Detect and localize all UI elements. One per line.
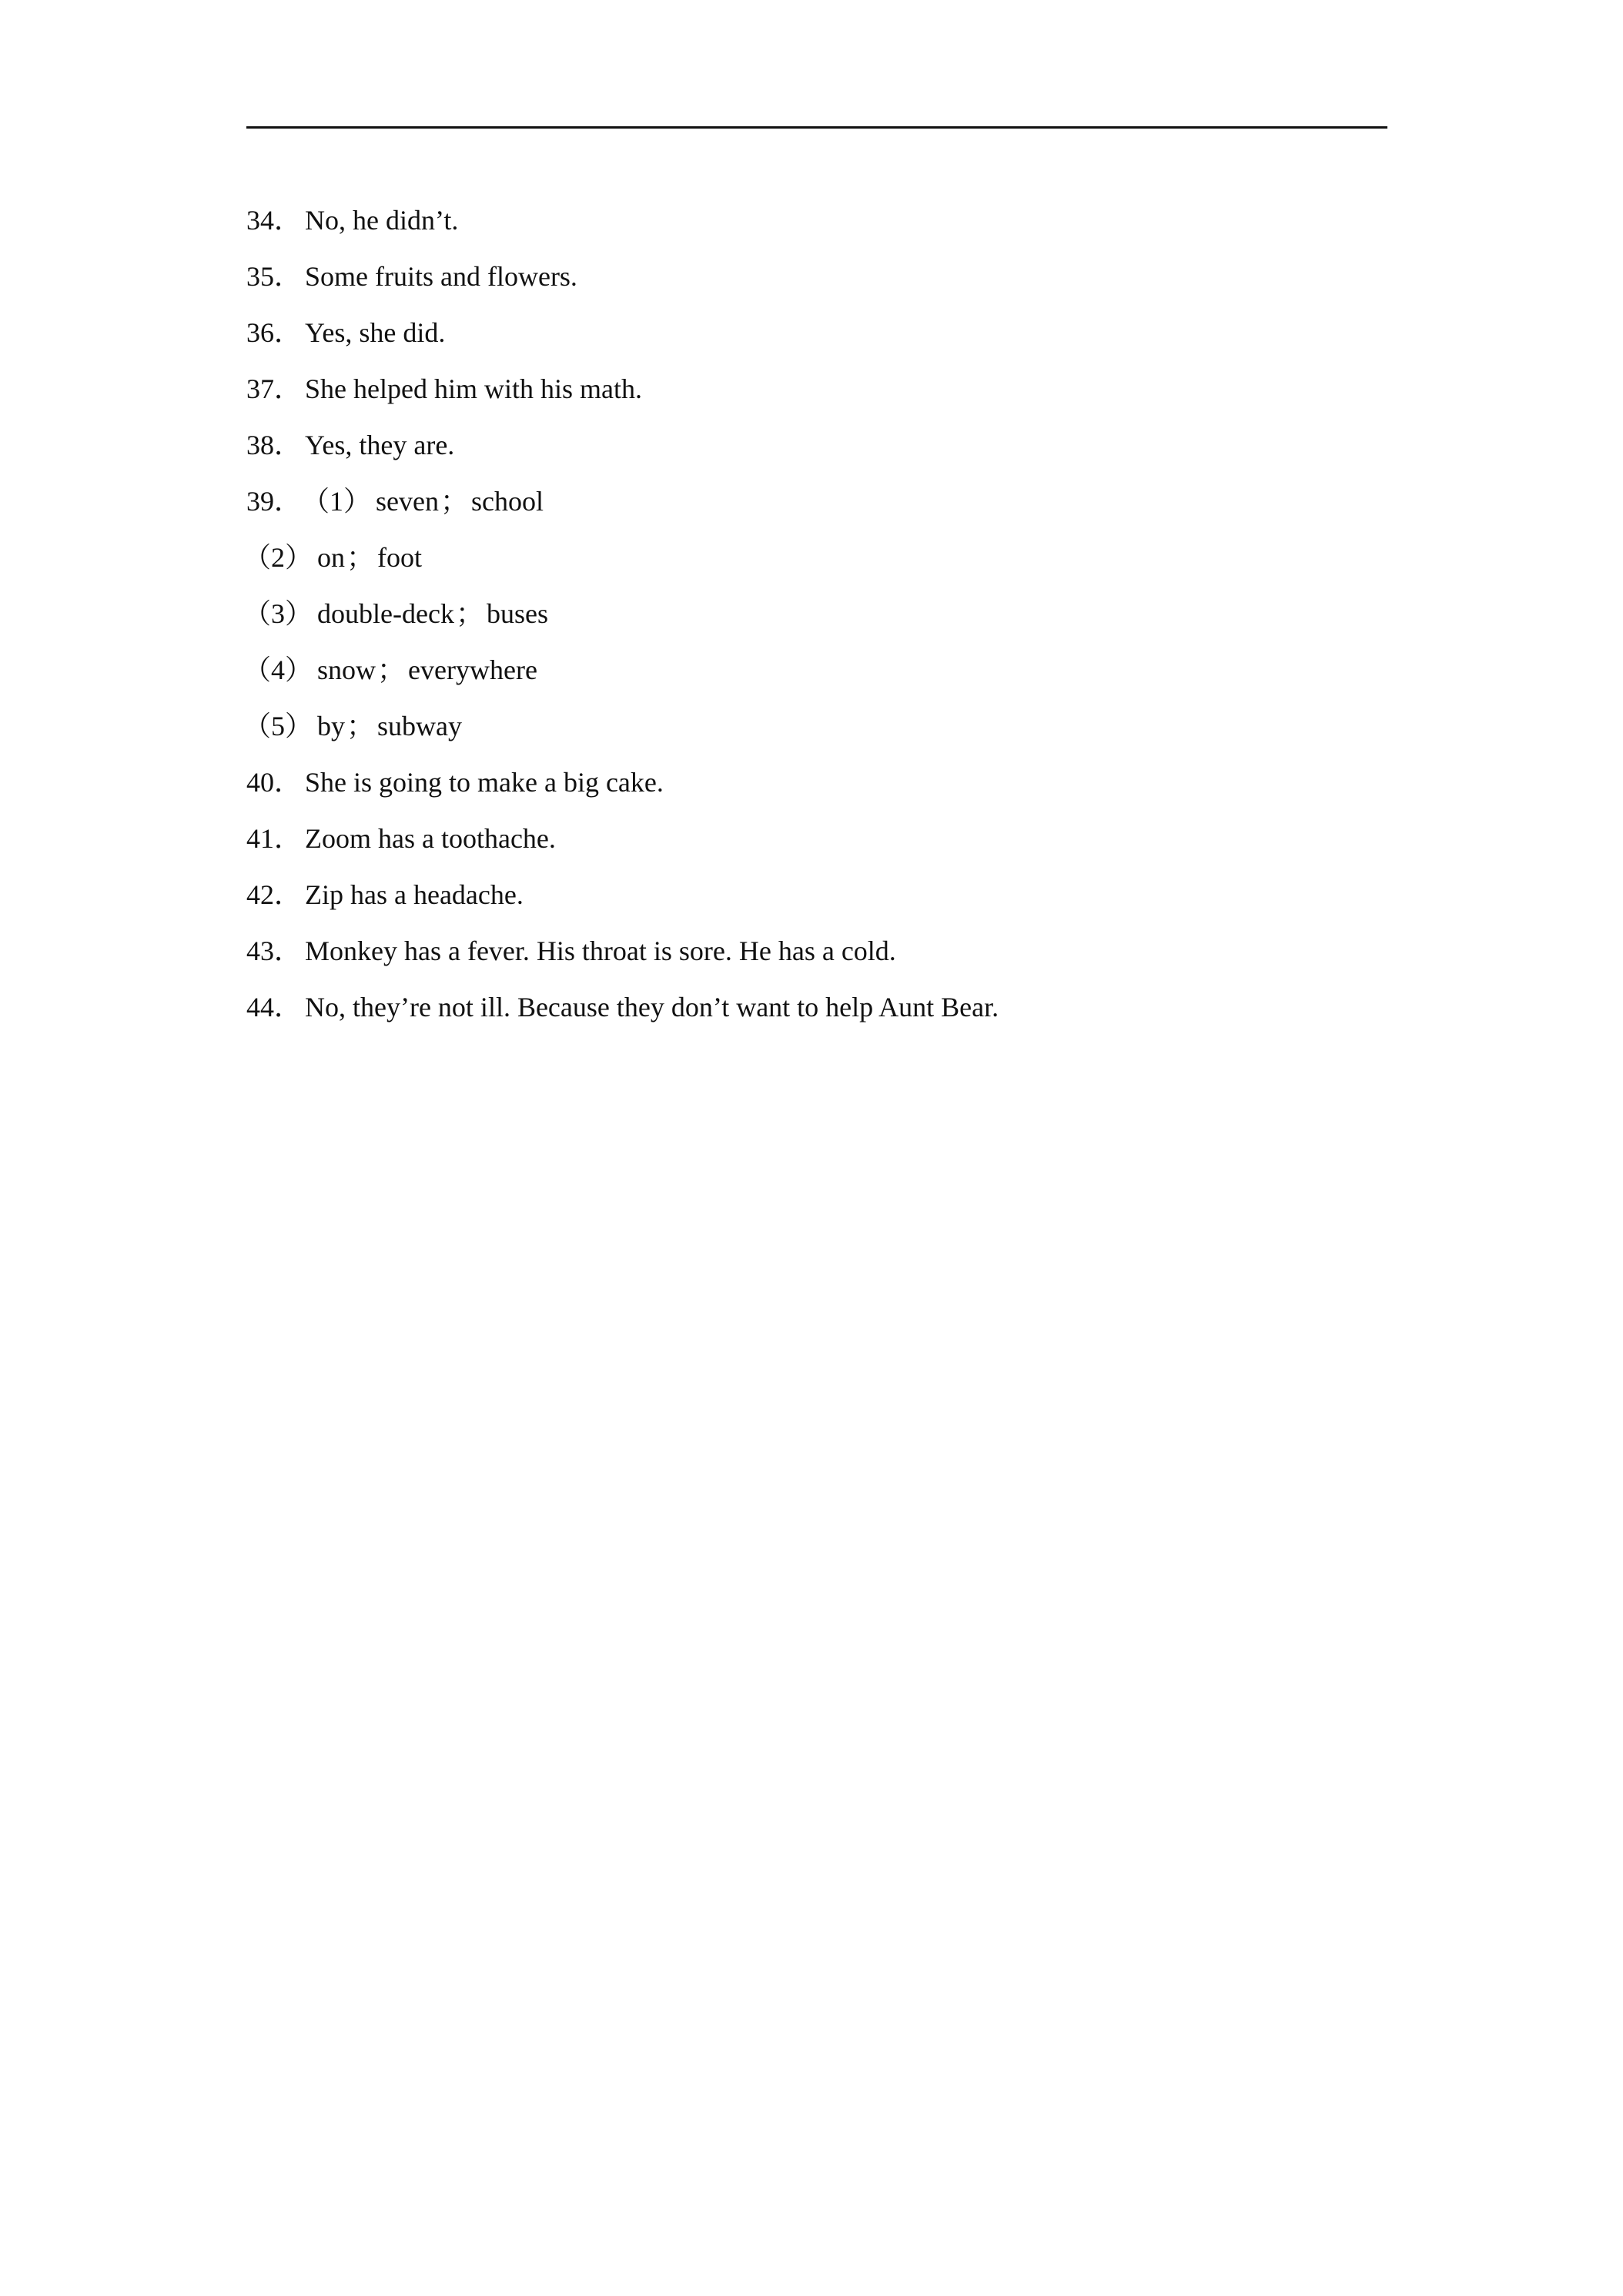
answer-39-2	[243, 530, 1387, 586]
answer-part-a: double-deck	[317, 598, 454, 629]
question-number: 44．	[246, 992, 303, 1022]
answer-part-b: everywhere	[408, 654, 537, 685]
separator: ；	[346, 542, 375, 573]
answer-39-4	[243, 642, 1387, 698]
answer-40	[246, 755, 1387, 811]
question-number: 38．	[246, 430, 303, 460]
separator: ；	[455, 598, 484, 629]
answer-42	[246, 867, 1387, 923]
question-number: 39．	[246, 486, 303, 517]
answer-text: Zip has a headache.	[305, 879, 524, 910]
question-number: 43．	[246, 935, 303, 966]
answer-part-b: buses	[486, 598, 548, 629]
answer-text: Yes, she did.	[305, 317, 446, 348]
answer-part-a: on	[317, 542, 346, 573]
answer-39-5	[243, 698, 1387, 755]
separator: ；	[377, 654, 406, 685]
answer-part-a: by	[317, 711, 346, 741]
answer-text: Yes, they are.	[305, 430, 455, 460]
answer-39-3	[243, 586, 1387, 642]
sub-number: （4）	[243, 654, 313, 685]
question-number: 37．	[246, 373, 303, 404]
answer-part-a: snow	[317, 654, 376, 685]
answer-part-b: subway	[377, 711, 463, 741]
question-number: 34．	[246, 205, 303, 236]
question-number: 40．	[246, 767, 303, 798]
answer-text: Zoom has a toothache.	[305, 823, 556, 854]
sub-number: （1）	[302, 486, 372, 517]
separator: ；	[440, 486, 469, 517]
answer-37	[246, 361, 1387, 417]
separator: ；	[346, 711, 375, 741]
answer-text: Monkey has a fever. His throat is sore. He has a cold.	[305, 935, 896, 966]
answer-text: No, they’re not ill. Because they don’t want to help Aunt Bear.	[305, 992, 999, 1022]
answer-part-b: school	[471, 486, 544, 517]
answer-34	[246, 192, 1387, 249]
question-number: 36．	[246, 317, 303, 348]
answer-36	[246, 305, 1387, 361]
sub-number: （2）	[243, 542, 313, 573]
answer-35	[246, 249, 1387, 305]
answer-43	[246, 923, 1387, 979]
answer-44	[246, 979, 1387, 1036]
answer-part-a: seven	[376, 486, 439, 517]
question-number: 35．	[246, 261, 303, 292]
header-rule	[246, 126, 1387, 129]
sub-number: （3）	[243, 598, 313, 629]
answer-text: She is going to make a big cake.	[305, 767, 664, 798]
question-number: 42．	[246, 879, 303, 910]
answer-text: No, he didn’t.	[305, 205, 459, 236]
sub-number: （5）	[243, 711, 313, 741]
answer-38	[246, 417, 1387, 474]
answer-text: She helped him with his math.	[305, 373, 642, 404]
question-number: 41．	[246, 823, 303, 854]
answer-part-b: foot	[377, 542, 423, 573]
answer-41	[246, 811, 1387, 867]
answer-list	[243, 192, 1387, 1036]
answer-39-1	[246, 474, 1387, 530]
answer-text: Some fruits and flowers.	[305, 261, 577, 292]
